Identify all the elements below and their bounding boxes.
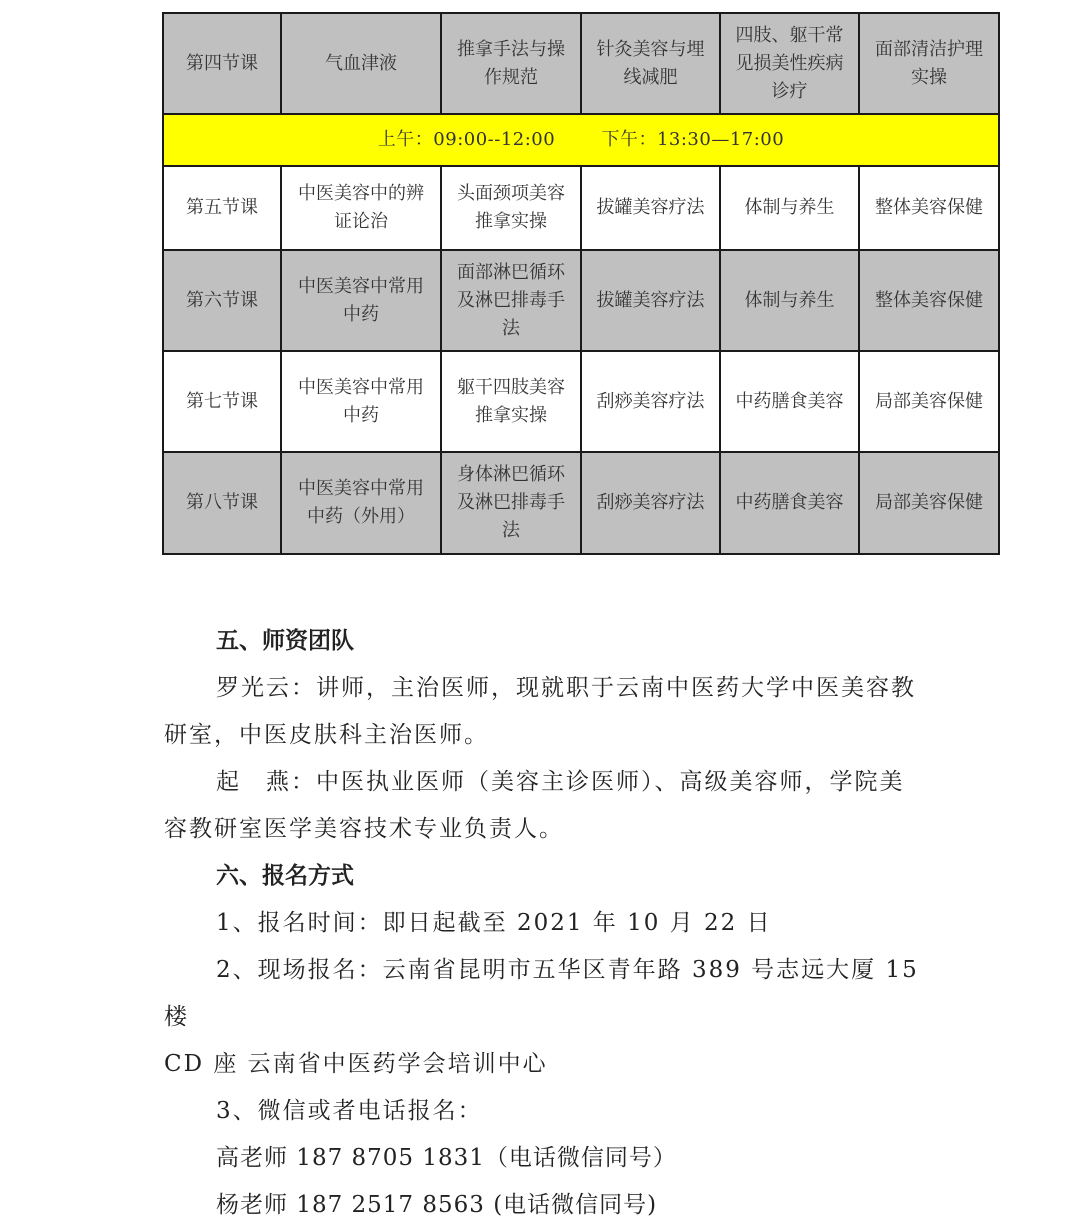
course-cell: 体制与养生 bbox=[720, 166, 859, 250]
course-cell: 中医美容中常用中药 bbox=[281, 351, 441, 452]
course-schedule-table bbox=[162, 12, 1000, 555]
course-cell: 局部美容保健 bbox=[859, 452, 999, 554]
time-bar bbox=[163, 114, 999, 166]
afternoon-time: 下午：13:30—17:00 bbox=[601, 129, 785, 150]
course-cell: 针灸美容与埋线减肥 bbox=[581, 13, 720, 114]
registration-address-line: 2、现场报名：云南省昆明市五华区青年路 389 号志远大厦 15 楼 bbox=[164, 957, 919, 1030]
course-cell: 面部淋巴循环及淋巴排毒手法 bbox=[441, 250, 581, 351]
course-cell: 身体淋巴循环及淋巴排毒手法 bbox=[441, 452, 581, 554]
course-cell: 拔罐美容疗法 bbox=[581, 250, 720, 351]
lesson-label: 第五节课 bbox=[163, 166, 281, 250]
time-bar-row bbox=[163, 114, 999, 166]
course-cell: 体制与养生 bbox=[720, 250, 859, 351]
contact-phone: 高老师 187 8705 1831（电话微信同号） bbox=[216, 1145, 677, 1171]
course-cell: 中医美容中的辨证论治 bbox=[281, 166, 441, 250]
registration-contact-heading: 3、微信或者电话报名： bbox=[216, 1098, 483, 1124]
schedule-row-lesson-7 bbox=[163, 351, 999, 452]
course-cell: 中医美容中常用中药 bbox=[281, 250, 441, 351]
course-cell: 拔罐美容疗法 bbox=[581, 166, 720, 250]
course-cell: 头面颈项美容推拿实操 bbox=[441, 166, 581, 250]
course-cell: 四肢、躯干常见损美性疾病诊疗 bbox=[720, 13, 859, 114]
schedule-row-lesson-4 bbox=[163, 13, 999, 114]
lesson-label: 第八节课 bbox=[163, 452, 281, 554]
course-cell: 推拿手法与操作规范 bbox=[441, 13, 581, 114]
schedule-row-lesson-8 bbox=[163, 452, 999, 554]
teacher-bio-line: 起 燕：中医执业医师（美容主诊医师）、高级美容师，学院美 bbox=[216, 769, 905, 795]
lesson-label: 第六节课 bbox=[163, 250, 281, 351]
teacher-bio-line: 研室，中医皮肤科主治医师。 bbox=[164, 722, 489, 748]
lesson-label: 第七节课 bbox=[163, 351, 281, 452]
course-cell: 中医美容中常用中药（外用） bbox=[281, 452, 441, 554]
course-cell: 整体美容保健 bbox=[859, 166, 999, 250]
schedule-row-lesson-6 bbox=[163, 250, 999, 351]
contact-phone: 杨老师 187 2517 8563 (电话微信同号) bbox=[216, 1192, 658, 1218]
morning-time: 上午：09:00--12:00 bbox=[377, 129, 556, 150]
course-cell: 躯干四肢美容推拿实操 bbox=[441, 351, 581, 452]
teacher-bio-line: 罗光云：讲师，主治医师，现就职于云南中医药大学中医美容教 bbox=[216, 675, 916, 701]
schedule-row-lesson-5 bbox=[163, 166, 999, 250]
registration-address-line: CD 座 云南省中医药学会培训中心 bbox=[164, 1051, 548, 1077]
registration-deadline: 1、报名时间：即日起截至 2021 年 10 月 22 日 bbox=[216, 910, 772, 936]
lesson-label: 第四节课 bbox=[163, 13, 281, 114]
section-heading-faculty: 五、师资团队 bbox=[216, 628, 354, 654]
course-cell: 刮痧美容疗法 bbox=[581, 452, 720, 554]
teacher-bio-line: 容教研室医学美容技术专业负责人。 bbox=[164, 816, 564, 842]
course-cell: 中药膳食美容 bbox=[720, 452, 859, 554]
course-cell: 整体美容保健 bbox=[859, 250, 999, 351]
document-body bbox=[164, 618, 924, 1229]
course-cell: 面部清洁护理实操 bbox=[859, 13, 999, 114]
course-cell: 气血津液 bbox=[281, 13, 441, 114]
course-cell: 刮痧美容疗法 bbox=[581, 351, 720, 452]
course-cell: 中药膳食美容 bbox=[720, 351, 859, 452]
course-cell: 局部美容保健 bbox=[859, 351, 999, 452]
section-heading-registration: 六、报名方式 bbox=[216, 863, 354, 889]
